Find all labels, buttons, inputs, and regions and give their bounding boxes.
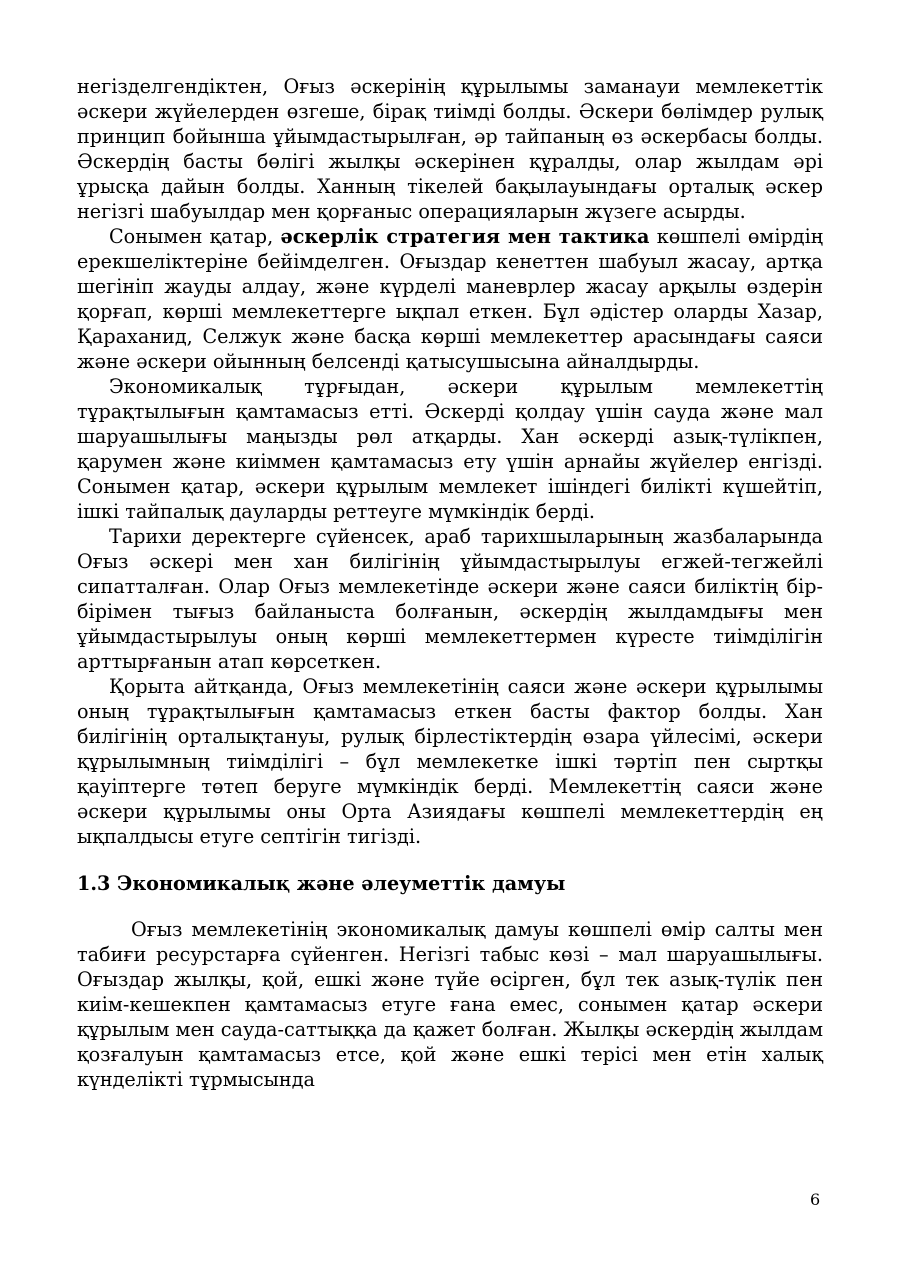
section-heading: 1.3 Экономикалық және әлеуметтік дамуы <box>77 872 566 895</box>
paragraph-economic-aspect: Экономикалық тұрғыдан, әскери құрылым мемлекеттің тұрақтылығын қамтамасыз етті. Әскерді қолдау үшін сауда және мал шаруашылығы маңызды рөл атқарды. Хан әскерді азық-түлікпен, қарумен және киіммен қамтамасыз ету үшін арнайы жүйелер енгізді. Сонымен қатар, әскери құрылым мемлекет ішіндегі билікті күшейтіп, ішкі тайпалық дауларды реттеуге мүмкіндік берді. <box>77 375 823 523</box>
emphasis-strategy-tactics: әскерлік стратегия мен тактика <box>280 225 650 248</box>
paragraph-army-structure: негізделгендіктен, Оғыз әскерінің құрылымы заманауи мемлекеттік әскери жүйелерден өзгеше, бірақ тиімді болды. Әскери бөлімдер рулық принцип бойынша ұйымдастырылған, әр тайпаның өз әскербасы болды. Әскердің басты бөлігі жылқы әскерінен құралды, олар жылдам әрі ұрысқа дайын болды. Ханның тікелей бақылауындағы орталық әскер негізгі шабуылдар мен қорғаныс операцияларын жүзеге асырды. <box>77 75 823 223</box>
paragraph-strategy-rest: көшпелі өмірдің ерекшеліктеріне бейімделген. Оғыздар кенеттен шабуыл жасау, артқа шегініп жауды алдау, және күрделі маневрлер жасау арқылы өздерін қорғап, көрші мемлекеттерге ықпал еткен. Бұл әдістер оларды Хазар, Қараханид, Селжук және басқа көрші мемлекеттер арасындағы саяси және әскери ойынның белсенді қатысушысына айналдырды. <box>77 225 824 373</box>
paragraph-strategy-intro: Сонымен қатар, <box>109 225 281 248</box>
paragraph-strategy <box>77 224 823 374</box>
paragraph-economic-development: Оғыз мемлекетінің экономикалық дамуы көшпелі өмір салты мен табиғи ресурстарға сүйенген. Негізгі табыс көзі – мал шаруашылығы. Оғыздар жылқы, қой, ешкі және түйе өсірген, бұл тек азық-түлік пен киім-кешекпен қамтамасыз етуге ғана емес, сонымен қатар әскери құрылым мен сауда-саттыққа да қажет болған. Жылқы әскердің жылдам қозғалуын қамтамасыз етсе, қой және ешкі терісі мен етін халық күнделікті тұрмысында <box>77 918 823 1091</box>
paragraph-conclusion: Қорыта айтқанда, Оғыз мемлекетінің саяси және әскери құрылымы оның тұрақтылығын қамтамасыз еткен басты фактор болды. Хан билігінің орталықтануы, рулық бірлестіктердің өзара үйлесімі, әскери құрылымның тиімділігі – бұл мемлекетке ішкі тәртіп пен сыртқы қауіптерге төтеп беруге мүмкіндік берді. Мемлекеттің саяси және әскери құрылымы оны Орта Азиядағы көшпелі мемлекеттердің ең ықпалдысы етуге септігін тигізді. <box>77 675 823 848</box>
page-number: 6 <box>810 1190 821 1209</box>
section-spacer <box>77 896 823 917</box>
paragraph-historical-sources: Тарихи деректерге сүйенсек, араб тарихшыларының жазбаларында Оғыз әскері мен хан билігінің ұйымдастырылуы егжей-тегжейлі сипатталған. Олар Оғыз мемлекетінде әскери және саяси биліктің бір-бірімен тығыз байланыста болғанын, әскердің жылдамдығы мен ұйымдастырылуы оның көрші мемлекеттермен күресте тиімділігін арттырғанын атап көрсеткен. <box>77 525 823 673</box>
page-body <box>77 74 823 1092</box>
